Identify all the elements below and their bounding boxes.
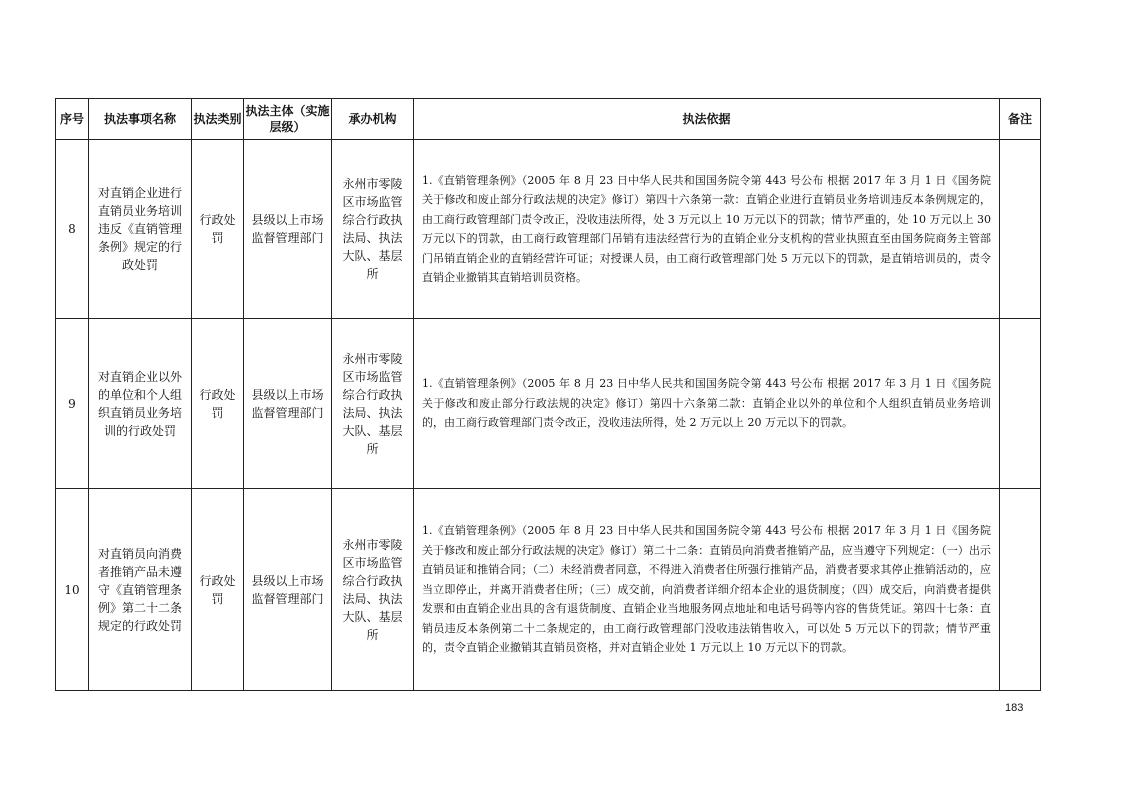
page-number: 183 [1005,702,1024,714]
row-remark [1000,319,1041,489]
row-org: 永州市零陵区市场监管综合行政执法局、执法大队、基层所 [332,140,414,319]
enforcement-table [55,98,1041,691]
row-category: 行政处罚 [192,489,244,691]
row-name: 对直销企业进行直销员业务培训违反《直销管理条例》规定的行政处罚 [89,140,192,319]
row-remark [1000,140,1041,319]
header-name: 执法事项名称 [89,99,192,140]
table-row [56,489,1041,691]
header-seq: 序号 [56,99,89,140]
table-row [56,140,1041,319]
row-basis: 1.《直销管理条例》（2005 年 8 月 23 日中华人民共和国国务院令第 443 号公布 根据 2017 年 3 月 1 日《国务院关于修改和废止部分行政法规的决定》修订）第四十六条第一款：直销企业进行直销员业务培训违反本条例规定的，由工商行政管理部门责令改正，没收违法所得，处 3 万元以上 10 万元以下的罚款；情节严重的，处 10 万元以上 30 万元以下的罚款，由工商行政管理部门吊销有违法经营行为的直销企业分支机构的营业执照直至由国务院商务主管部门吊销直销企业的直销经营许可证；对授课人员，由工商行政管理部门处 5 万元以下的罚款，是直销培训员的，责令直销企业撤销其直销培训员资格。 [414,140,1000,319]
row-org: 永州市零陵区市场监管综合行政执法局、执法大队、基层所 [332,319,414,489]
header-category: 执法类别 [192,99,244,140]
table-row [56,319,1041,489]
header-remark: 备注 [1000,99,1041,140]
header-basis: 执法依据 [414,99,1000,140]
row-subject: 县级以上市场监督管理部门 [244,319,332,489]
row-org: 永州市零陵区市场监管综合行政执法局、执法大队、基层所 [332,489,414,691]
header-subject: 执法主体（实施层级） [244,99,332,140]
header-row [56,99,1041,140]
row-basis: 1.《直销管理条例》（2005 年 8 月 23 日中华人民共和国国务院令第 443 号公布 根据 2017 年 3 月 1 日《国务院关于修改和废止部分行政法规的决定》修订）第二十二条：直销员向消费者推销产品，应当遵守下列规定：（一）出示直销员证和推销合同；（二）未经消费者同意，不得进入消费者住所强行推销产品，消费者要求其停止推销活动的，应当立即停止，并离开消费者住所；（三）成交前，向消费者详细介绍本企业的退货制度；（四）成交后，向消费者提供发票和由直销企业出具的含有退货制度、直销企业当地服务网点地址和电话号码等内容的售货凭证。第四十七条：直销员违反本条例第二十二条规定的，由工商行政管理部门没收违法销售收入，可以处 5 万元以下的罚款；情节严重的，责令直销企业撤销其直销员资格，并对直销企业处 1 万元以上 10 万元以下的罚款。 [414,489,1000,691]
row-subject: 县级以上市场监督管理部门 [244,489,332,691]
row-remark [1000,489,1041,691]
row-name: 对直销员向消费者推销产品未遵守《直销管理条例》第二十二条规定的行政处罚 [89,489,192,691]
row-category: 行政处罚 [192,319,244,489]
row-seq: 8 [56,140,89,319]
header-org: 承办机构 [332,99,414,140]
row-name: 对直销企业以外的单位和个人组织直销员业务培训的行政处罚 [89,319,192,489]
row-basis: 1.《直销管理条例》（2005 年 8 月 23 日中华人民共和国国务院令第 443 号公布 根据 2017 年 3 月 1 日《国务院关于修改和废止部分行政法规的决定》修订）第四十六条第二款：直销企业以外的单位和个人组织直销员业务培训的，由工商行政管理部门责令改正，没收违法所得，处 2 万元以上 20 万元以下的罚款。 [414,319,1000,489]
row-seq: 9 [56,319,89,489]
row-subject: 县级以上市场监督管理部门 [244,140,332,319]
row-category: 行政处罚 [192,140,244,319]
row-seq: 10 [56,489,89,691]
